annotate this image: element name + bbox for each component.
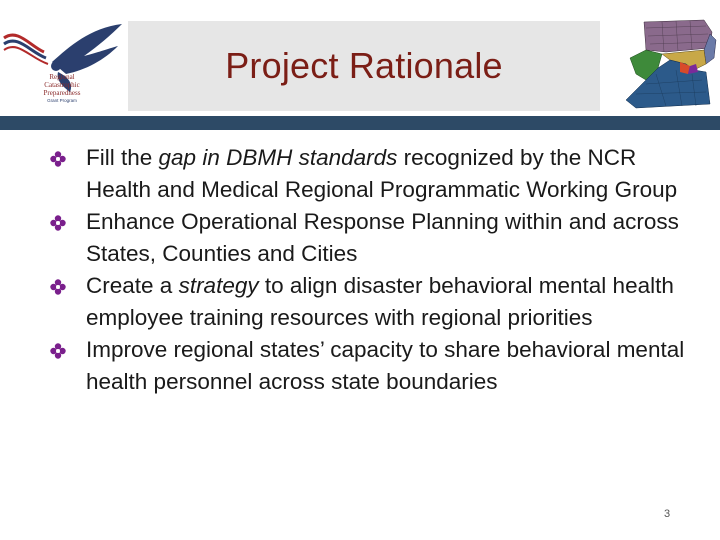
bullet-item — [44, 206, 694, 270]
slide-title: Project Rationale — [225, 45, 503, 86]
logo-text-line: Preparedness — [43, 89, 81, 97]
bullet-emphasis: strategy — [178, 273, 259, 298]
bullet-text: Improve regional states’ capacity to share behavioral mental health personnel across state boundaries — [86, 337, 685, 394]
header-divider-band — [0, 116, 720, 130]
page-number: 3 — [664, 508, 671, 520]
bullet-text: Fill the — [86, 145, 159, 170]
diamond-bullet-icon — [50, 343, 66, 359]
bullet-item — [44, 334, 694, 398]
diamond-bullet-icon — [50, 151, 66, 167]
region-map-image — [606, 14, 720, 114]
bullet-emphasis: gap in DBMH standards — [158, 145, 398, 170]
title-banner — [128, 21, 600, 111]
logo-text-line: Grant Program — [47, 98, 77, 103]
bullet-text: Create a — [86, 273, 179, 298]
bullet-text: Enhance Operational Response Planning within and across States, Counties and Cities — [86, 209, 679, 266]
diamond-bullet-icon — [50, 279, 66, 295]
diamond-bullet-icon — [50, 215, 66, 231]
regional-catastrophic-preparedness-logo — [0, 16, 128, 112]
bullet-item — [44, 270, 694, 334]
bullet-text: recognized by the NCR Health and Medical Regional Programmatic Working Group — [86, 145, 678, 202]
bullet-text: to align disaster behavioral mental health employee training resources with regional priorities — [86, 273, 674, 330]
bullet-item — [44, 142, 694, 206]
logo-text-line: Regional — [49, 73, 75, 81]
logo-text-line: Catastrophic — [44, 81, 80, 89]
bullet-list — [44, 142, 694, 398]
